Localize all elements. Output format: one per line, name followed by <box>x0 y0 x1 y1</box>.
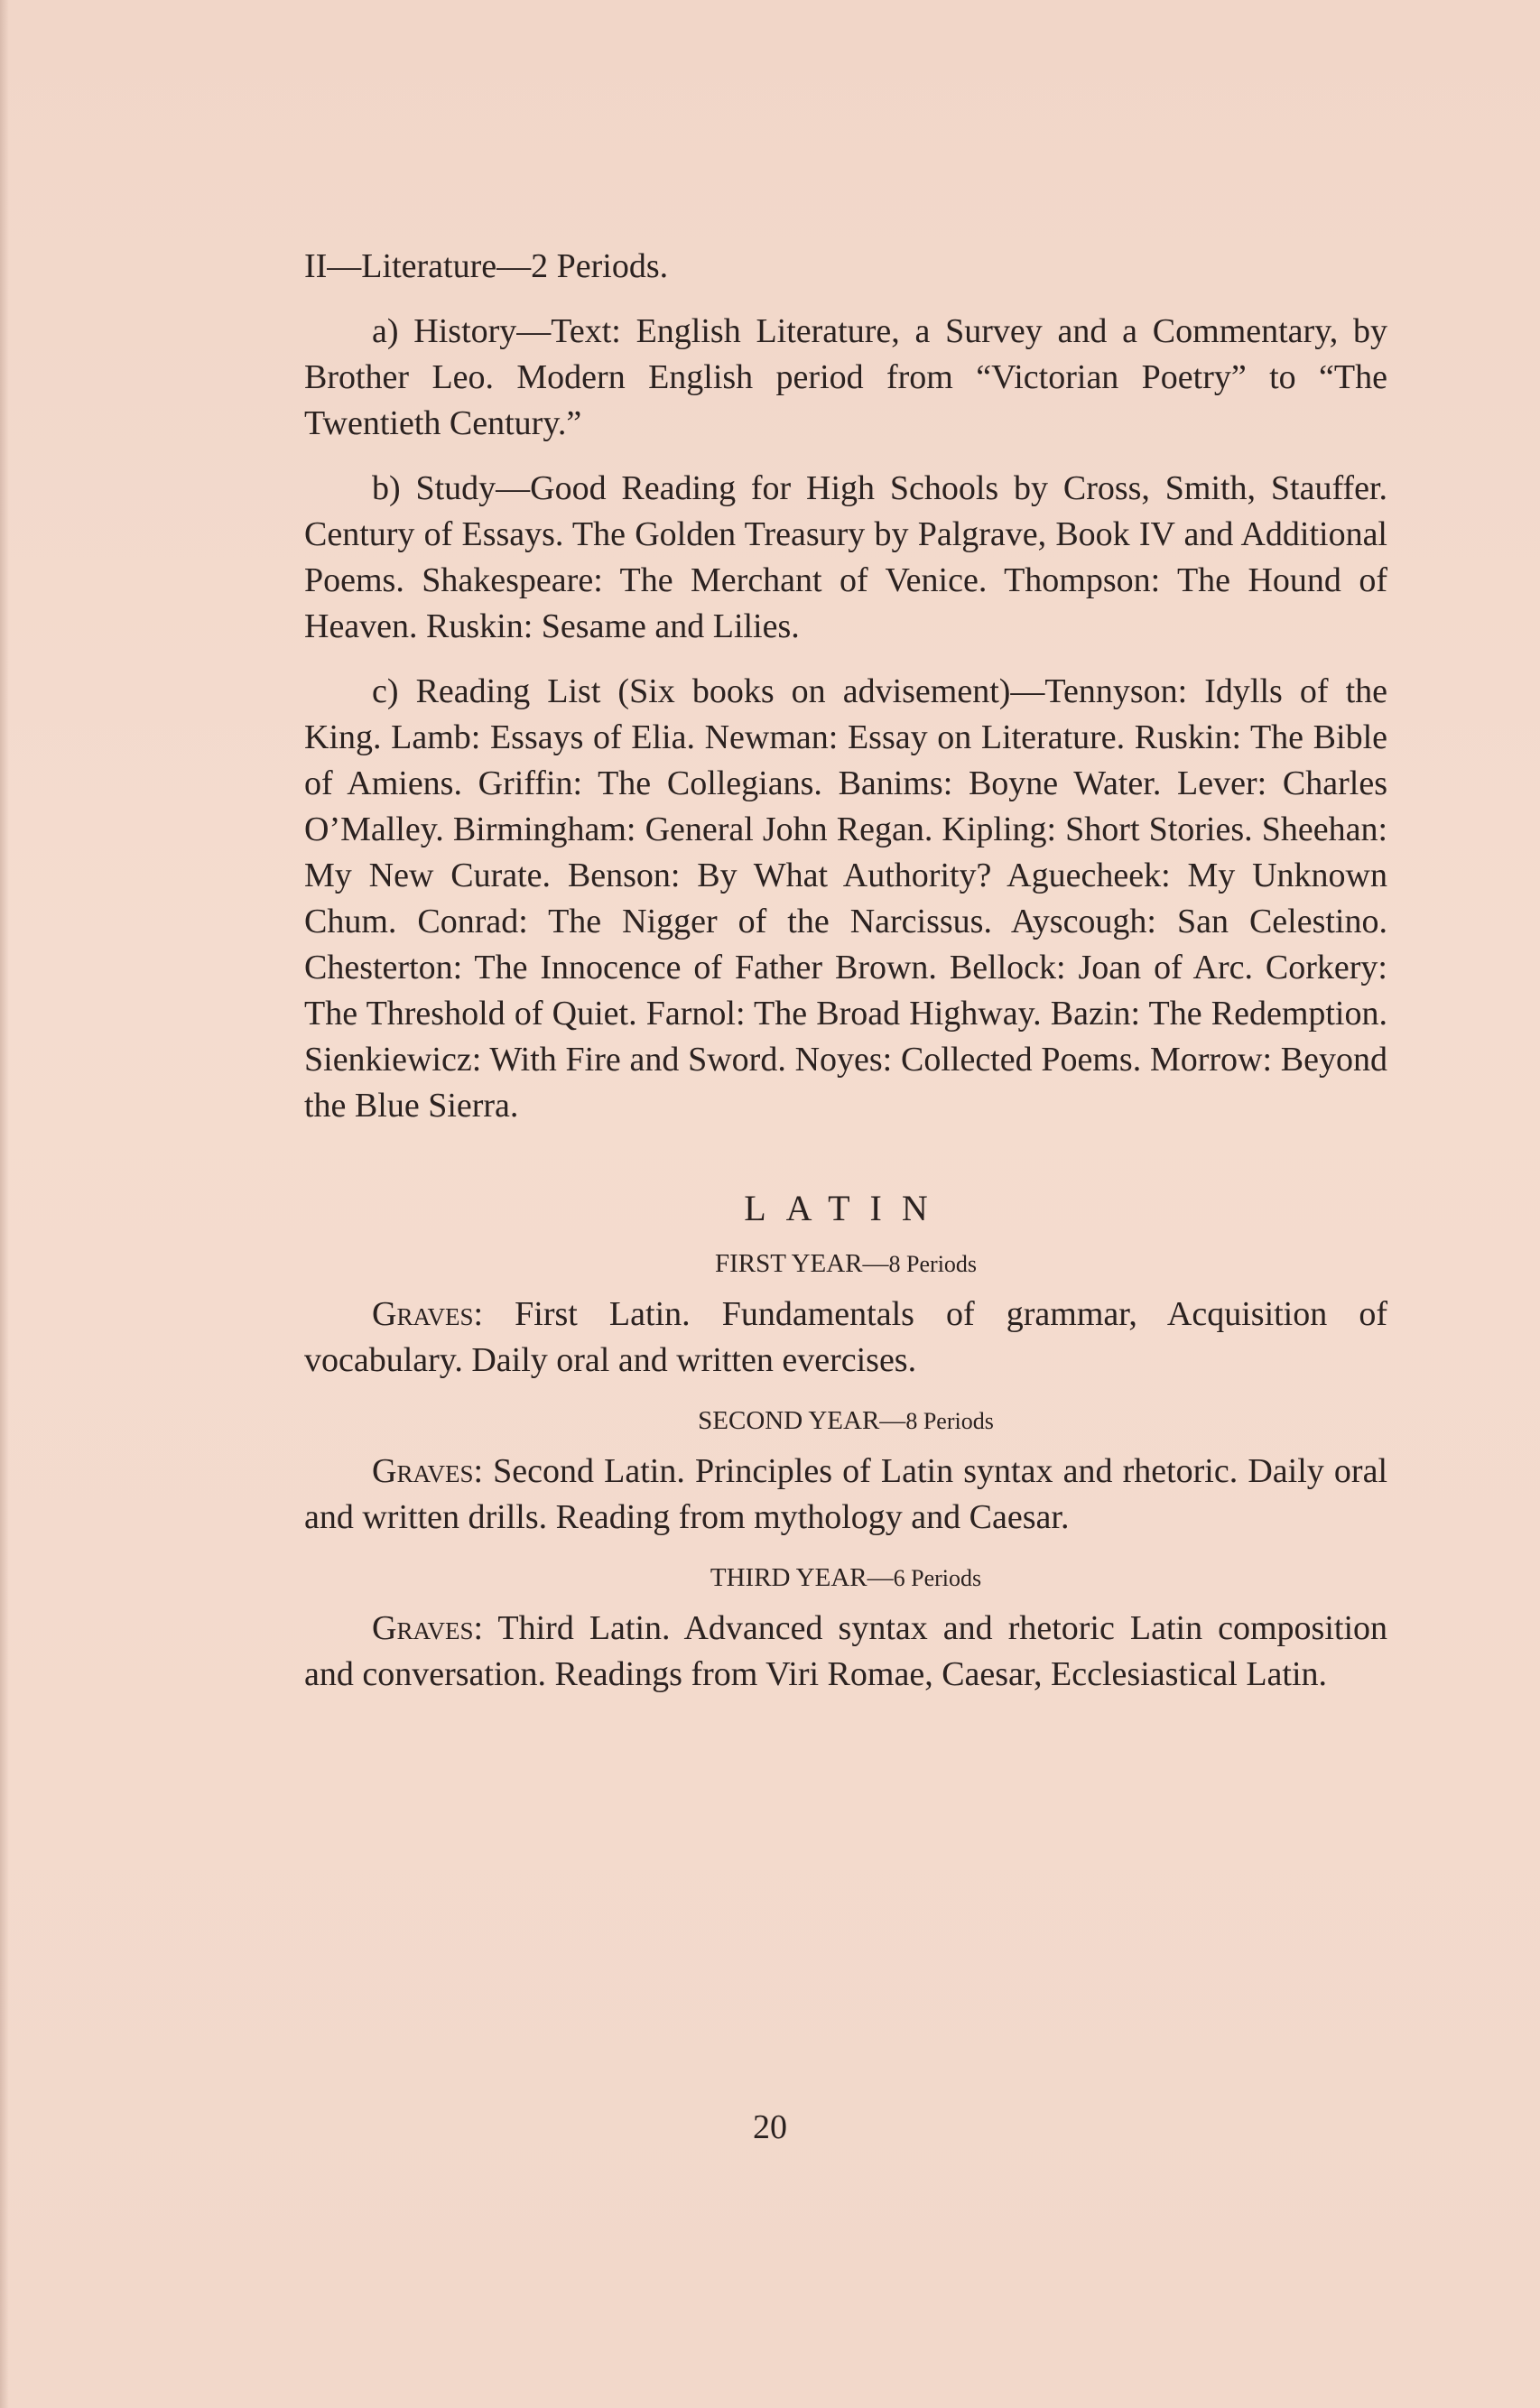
latin-second-year <box>304 1403 1387 1541</box>
year-author: Graves <box>372 1295 474 1333</box>
literature-reading-list-paragraph: c) Reading List (Six books on advisement)—Tennyson: Idylls of the King. Lamb: Essays of Elia. Newman: Essay on Literature. Ruskin: The Bible of Amiens. Griffin: The Collegians. Banims: Boyne Water. Lever: Charles O’Malley. Birmingham: General John Regan. Kipling: Short Stories. Sheehan: My New Curate. Benson: By What Authority? Aguecheek: My Unknown Chum. Conrad: The Nigger of the Narcissus. Ayscough: San Celestino. Chesterton: The Innocence of Father Brown. Bellock: Joan of Arc. Corkery: The Threshold of Quiet. Farnol: The Broad Highway. Bazin: The Redemption. Sienkiewicz: With Fire and Sword. Noyes: Collected Poems. Morrow: Beyond the Blue Sierra. <box>304 672 1387 1125</box>
latin-third-year <box>304 1560 1387 1698</box>
year-heading-label: FIRST YEAR— <box>714 1249 889 1278</box>
literature-history-paragraph: a) History—Text: English Literature, a Survey and a Commentary, by Brother Leo. Modern English period from “Victorian Poetry” to “The Twentieth Century.” <box>304 312 1387 442</box>
year-heading-periods: 8 Periods <box>905 1408 994 1434</box>
page-number: 20 <box>753 2108 787 2146</box>
year-heading-periods: 8 Periods <box>888 1251 978 1277</box>
page-content <box>304 244 1387 1717</box>
latin-first-year <box>304 1246 1387 1384</box>
year-description <box>304 1292 1387 1384</box>
literature-heading: II—Literature—2 Periods. <box>304 247 669 285</box>
year-author: Graves <box>372 1452 474 1490</box>
literature-study-paragraph: b) Study—Good Reading for High Schools by Cross, Smith, Stauffer. Century of Essays. The Golden Treasury by Palgrave, Book IV and Additional Poems. Shakespeare: The Merchant of Venice. Thompson: The Hound of Heaven. Ruskin: Sesame and Lilies. <box>304 469 1387 645</box>
year-heading <box>304 1560 1387 1597</box>
year-heading <box>304 1403 1387 1440</box>
year-heading <box>304 1246 1387 1283</box>
year-description <box>304 1606 1387 1698</box>
year-heading-label: THIRD YEAR— <box>710 1563 894 1592</box>
year-description-text: : First Latin. Fundamentals of grammar, Acquisition of vocabulary. Daily oral and written evercises. <box>304 1295 1387 1379</box>
year-description <box>304 1449 1387 1541</box>
latin-section-title: LATIN <box>744 1188 948 1228</box>
year-description-text: : Second Latin. Principles of Latin syntax and rhetoric. Daily oral and written drills. Reading from mythology and Caesar. <box>304 1452 1387 1536</box>
year-description-text: : Third Latin. Advanced syntax and rhetoric Latin composition and conversation. Readings from Viri Romae, Caesar, Ecclesiastical Latin. <box>304 1609 1387 1693</box>
year-heading-periods: 6 Periods <box>893 1565 982 1591</box>
year-author: Graves <box>372 1609 474 1647</box>
year-heading-label: SECOND YEAR— <box>698 1406 906 1435</box>
